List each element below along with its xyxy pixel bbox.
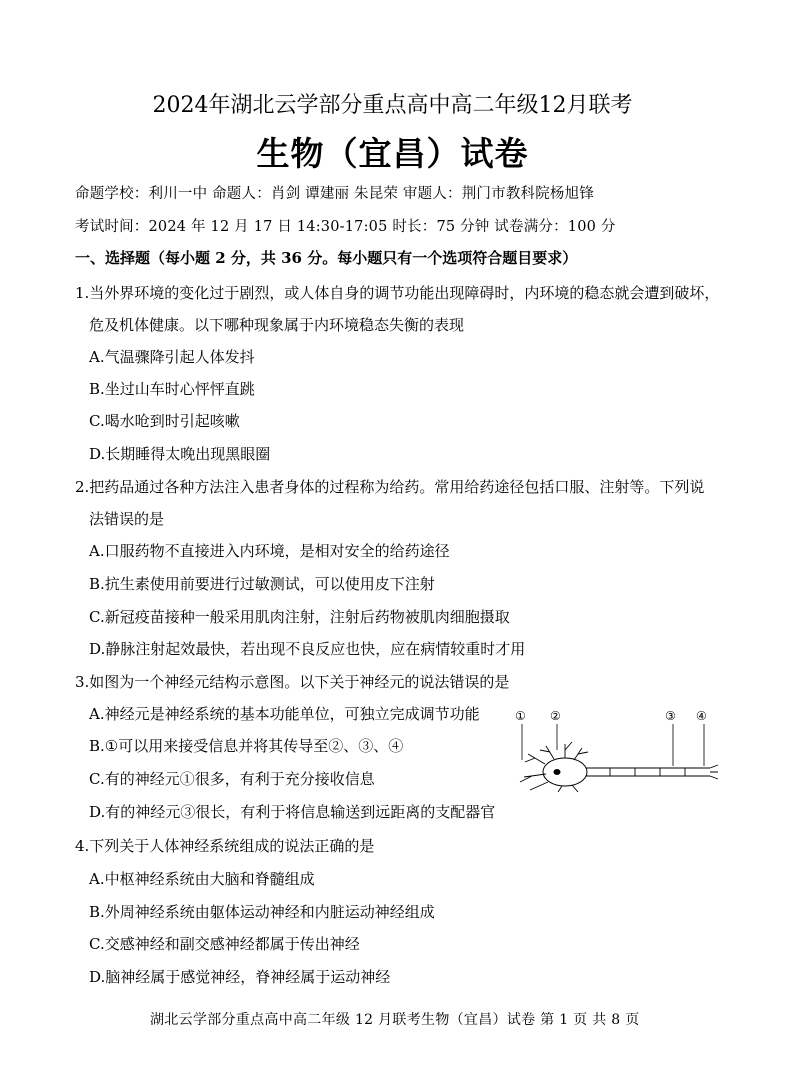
exam-meta-authors: 命题学校：利川一中 命题人：肖剑 谭建丽 朱昆荣 审题人：荆门市教科院杨旭锋: [75, 186, 595, 202]
question-1-option-a: A.气温骤降引起人体发抖: [89, 348, 255, 366]
question-2-option-b: B.抗生素使用前要进行过敏测试，可以使用皮下注射: [89, 575, 435, 593]
question-2-stem-line1: 2.把药品通过各种方法注入患者身体的过程称为给药。常用给药途径包括口服、注射等。下列说: [75, 478, 705, 496]
label-2-cell-body: ②: [550, 709, 561, 723]
page-footer: 湖北云学部分重点高中高二年级 12 月联考生物（宜昌）试卷 第 1 页 共 8 页: [150, 1012, 640, 1028]
label-4-nerve-ending: ④: [696, 709, 707, 723]
label-1-dendrite: ①: [515, 709, 526, 723]
section-heading: 一、选择题（每小题 2 分，共 36 分。每小题只有一个选项符合题目要求）: [75, 249, 578, 267]
label-3-axon: ③: [665, 709, 676, 723]
question-4-option-c: C.交感神经和副交感神经都属于传出神经: [89, 935, 360, 953]
question-3-option-d: D.有的神经元③很长，有利于将信息输送到远距离的支配器官: [89, 803, 496, 821]
exam-meta-time: 考试时间：2024 年 12 月 17 日 14:30-17:05 时长：75 分钟 试卷满分：100 分: [75, 219, 616, 235]
question-1-stem-line1: 1.当外界环境的变化过于剧烈，或人体自身的调节功能出现障碍时，内环境的稳态就会遭到破坏，: [75, 284, 720, 302]
exam-subtitle: 生物（宜昌）试卷: [256, 134, 529, 173]
question-4-option-b: B.外周神经系统由躯体运动神经和内脏运动神经组成: [89, 903, 435, 921]
question-4-stem: 4.下列关于人体神经系统组成的说法正确的是: [75, 837, 375, 855]
question-2-stem-line2: 法错误的是: [89, 510, 165, 528]
question-1-option-c: C.喝水呛到时引起咳嗽: [89, 412, 240, 430]
question-2-option-c: C.新冠疫苗接种一般采用肌肉注射，注射后药物被肌肉细胞摄取: [89, 608, 510, 626]
question-2-option-a: A.口服药物不直接进入内环境，是相对安全的给药途径: [89, 542, 450, 560]
exam-title: 2024年湖北云学部分重点高中高二年级12月联考: [152, 93, 633, 118]
question-3-option-b: B.①可以用来接受信息并将其传导至②、③、④: [89, 737, 404, 755]
neuron-diagram: [510, 702, 720, 792]
question-1-option-d: D.长期睡得太晚出现黑眼圈: [89, 445, 271, 463]
question-4-option-d: D.脑神经属于感觉神经，脊神经属于运动神经: [89, 968, 391, 986]
question-3-option-c: C.有的神经元①很多，有利于充分接收信息: [89, 770, 375, 788]
question-4-option-a: A.中枢神经系统由大脑和脊髓组成: [89, 870, 315, 888]
question-3-stem: 3.如图为一个神经元结构示意图。以下关于神经元的说法错误的是: [75, 673, 510, 691]
question-3-option-a: A.神经元是神经系统的基本功能单位，可独立完成调节功能: [89, 705, 480, 723]
question-1-stem-line2: 危及机体健康。以下哪种现象属于内环境稳态失衡的表现: [89, 316, 465, 334]
question-2-option-d: D.静脉注射起效最快，若出现不良反应也快，应在病情较重时才用: [89, 640, 526, 658]
question-1-option-b: B.坐过山车时心怦怦直跳: [89, 380, 255, 398]
